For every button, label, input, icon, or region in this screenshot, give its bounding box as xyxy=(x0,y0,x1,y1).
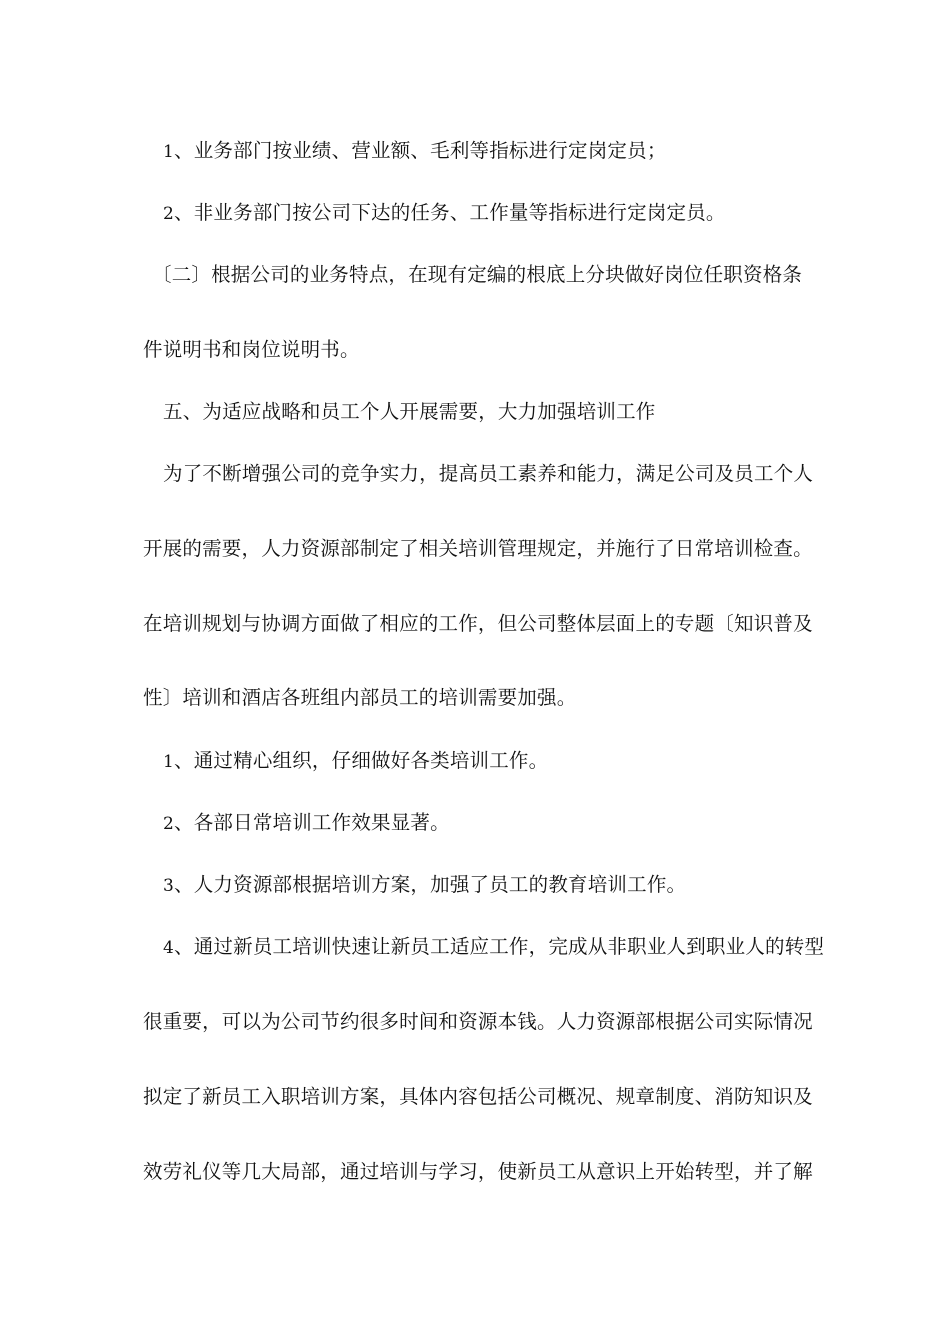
item-number: 1 xyxy=(163,142,175,162)
item-number: 2 xyxy=(163,814,175,834)
list-item-2 xyxy=(163,810,828,837)
paragraph-line: 在培训规划与协调方面做了相应的工作，但公司整体层面上的专题〔知识普及 xyxy=(143,612,813,635)
list-item-3 xyxy=(163,872,828,899)
item-number: 1 xyxy=(163,752,175,772)
item-number: 3 xyxy=(163,876,175,896)
paragraph-line: 拟定了新员工入职培训方案，具体内容包括公司概况、规章制度、消防知识及 xyxy=(143,1085,813,1108)
list-item-2 xyxy=(163,200,828,227)
item-text: 、人力资源部根据培训方案，加强了员工的教育培训工作。 xyxy=(174,873,687,896)
paragraph-line: 效劳礼仪等几大局部，通过培训与学习，使新员工从意识上开始转型，并了解 xyxy=(143,1160,813,1183)
section-heading: 五、为适应战略和员工个人开展需要，大力加强培训工作 xyxy=(163,400,656,423)
item-text: 、业务部门按业绩、营业额、毛利等指标进行定岗定员； xyxy=(174,139,667,162)
paragraph-line: 开展的需要，人力资源部制定了相关培训管理规定，并施行了日常培训检查。 xyxy=(143,537,813,560)
list-item-1 xyxy=(163,748,828,775)
item-text: 、通过精心组织，仔细做好各类培训工作。 xyxy=(174,749,549,772)
paragraph-line: 很重要，可以为公司节约很多时间和资源本钱。人力资源部根据公司实际情况 xyxy=(143,1010,813,1033)
paragraph-line: 为了不断增强公司的竞争实力，提高员工素养和能力，满足公司及员工个人 xyxy=(163,462,814,485)
item-number: 4 xyxy=(163,938,175,958)
paragraph-line: 〔二〕根据公司的业务特点，在现有定编的根底上分块做好岗位任职资格条 xyxy=(152,263,803,286)
list-item-1 xyxy=(163,138,828,165)
list-item-4 xyxy=(163,934,828,961)
paragraph-line: 性〕培训和酒店各班组内部员工的培训需要加强。 xyxy=(143,686,577,709)
item-text: 、各部日常培训工作效果显著。 xyxy=(174,811,450,834)
item-text: 、通过新员工培训快速让新员工适应工作，完成从非职业人到职业人的转型 xyxy=(174,935,825,958)
item-text: 、非业务部门按公司下达的任务、工作量等指标进行定岗定员。 xyxy=(174,201,726,224)
item-number: 2 xyxy=(163,204,175,224)
paragraph-line: 件说明书和岗位说明书。 xyxy=(143,338,360,361)
